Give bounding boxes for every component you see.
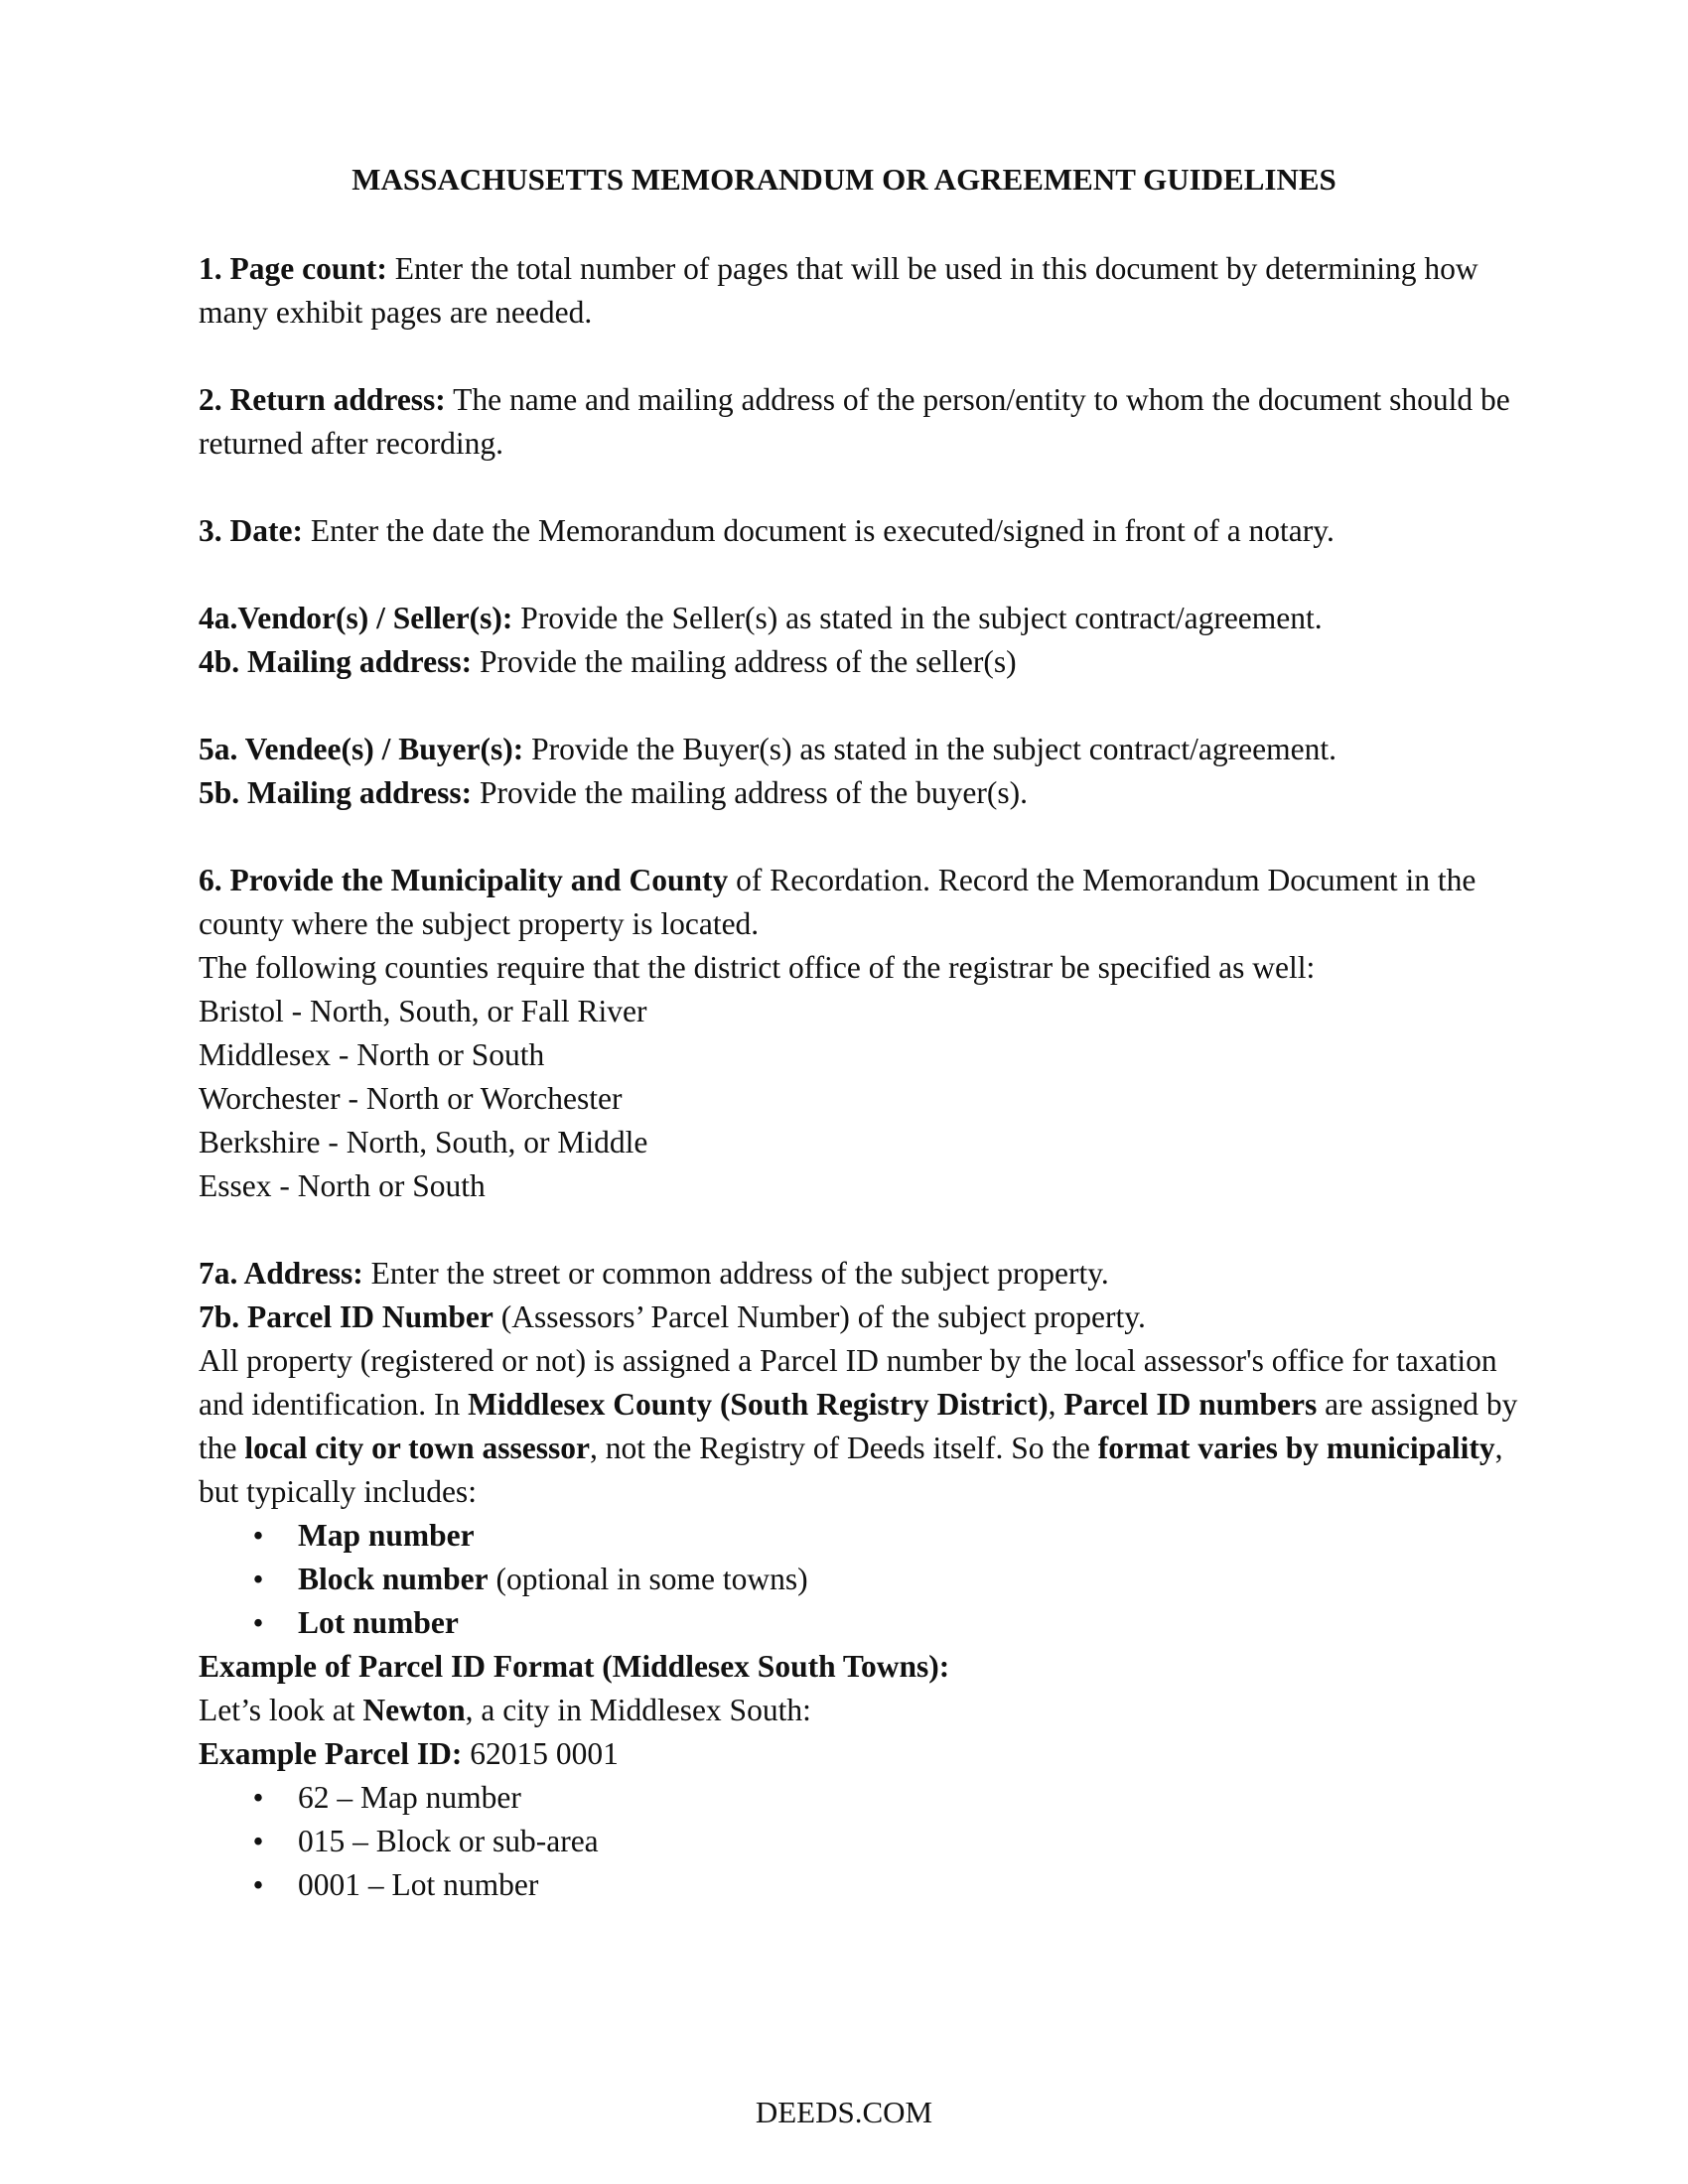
county-line: Middlesex - North or South xyxy=(199,1037,545,1072)
section-text: Provide the Buyer(s) as stated in the subject contract/agreement. xyxy=(523,732,1336,766)
section-label: 5b. Mailing address: xyxy=(199,775,473,810)
example-parcel-id: Example Parcel ID: 62015 0001 xyxy=(199,1736,619,1771)
list-item: • 62 – Map number xyxy=(199,1776,1519,1820)
section-return-address xyxy=(199,378,1519,466)
section-label: 4b. Mailing address: xyxy=(199,644,473,679)
list-item: • 015 – Block or sub-area xyxy=(199,1820,1519,1863)
bullet-icon: • xyxy=(252,1824,264,1858)
section-parcel-id xyxy=(199,1296,1519,1339)
section-text: Enter the total number of pages that will be used in this document by determining how many exhibit pages are needed. xyxy=(199,251,1478,330)
section-property-address xyxy=(199,1252,1519,1296)
section-text: Provide the mailing address of the buyer(s). xyxy=(472,775,1028,810)
bullet-icon: • xyxy=(252,1780,264,1815)
section-municipality-county xyxy=(199,859,1519,946)
county-line: Bristol - North, South, or Fall River xyxy=(199,994,647,1028)
section-label: 6. Provide the Municipality and County xyxy=(199,863,729,897)
parcel-components-list xyxy=(199,1514,1519,1645)
section-page-count xyxy=(199,247,1519,335)
example-intro: Let’s look at Newton, a city in Middlesex South: xyxy=(199,1693,811,1727)
list-item: • Map number xyxy=(199,1514,1519,1558)
section-vendor xyxy=(199,597,1519,640)
document-title: MASSACHUSETTS MEMORANDUM OR AGREEMENT GUIDELINES xyxy=(352,162,1336,197)
bullet-icon: • xyxy=(252,1518,264,1553)
section-text: Provide the mailing address of the seller(s) xyxy=(472,644,1017,679)
section-label: 3. Date: xyxy=(199,513,303,548)
section-text: Provide the Seller(s) as stated in the subject contract/agreement. xyxy=(512,601,1323,635)
bullet-icon: • xyxy=(252,1562,264,1596)
parcel-id-explanation: All property (registered or not) is assigned a Parcel ID number by the local assessor's office for taxation and identification. In Middlesex County (South Registry District), Parcel ID numbers are assigned by the local city or town assessor, not the Registry of Deeds itself. So the format varies by municipality, but typically includes: xyxy=(199,1343,1518,1509)
section-text: Enter the date the Memorandum document is executed/signed in front of a notary. xyxy=(302,513,1335,548)
section-buyer-mailing-address xyxy=(199,771,1519,815)
section-label: 7b. Parcel ID Number xyxy=(199,1299,493,1334)
section-label: 7a. Address: xyxy=(199,1256,363,1291)
section-text: The name and mailing address of the person/entity to whom the document should be returned after recording. xyxy=(199,382,1510,461)
section-label: 5a. Vendee(s) / Buyer(s): xyxy=(199,732,524,766)
county-line: Essex - North or South xyxy=(199,1168,486,1203)
section-label: 4a.Vendor(s) / Seller(s): xyxy=(199,601,513,635)
parcel-breakdown-list xyxy=(199,1776,1519,1907)
county-line: Berkshire - North, South, or Middle xyxy=(199,1125,648,1160)
section-label: 2. Return address: xyxy=(199,382,446,417)
county-line: Worchester - North or Worchester xyxy=(199,1081,623,1116)
section-text: (Assessors’ Parcel Number) of the subject property. xyxy=(492,1299,1146,1334)
list-item: • Lot number xyxy=(199,1601,1519,1645)
section-seller-mailing-address xyxy=(199,640,1519,684)
bullet-icon: • xyxy=(252,1605,264,1640)
section-label: 1. Page count: xyxy=(199,251,387,286)
guidelines-body xyxy=(199,247,1519,1907)
list-item: • Block number (optional in some towns) xyxy=(199,1558,1519,1601)
section-text: Enter the street or common address of the subject property. xyxy=(362,1256,1109,1291)
section-date xyxy=(199,509,1519,553)
bullet-icon: • xyxy=(252,1867,264,1902)
section-vendee xyxy=(199,728,1519,771)
list-item: • 0001 – Lot number xyxy=(199,1863,1519,1907)
example-heading: Example of Parcel ID Format (Middlesex South Towns): xyxy=(199,1649,950,1684)
footer-brand: DEEDS.COM xyxy=(755,2095,933,2129)
county-intro: The following counties require that the district office of the registrar be specified as well: xyxy=(199,950,1316,985)
section-text: of Recordation. Record the Memorandum Document in the county where the subject property is located. xyxy=(199,863,1477,941)
